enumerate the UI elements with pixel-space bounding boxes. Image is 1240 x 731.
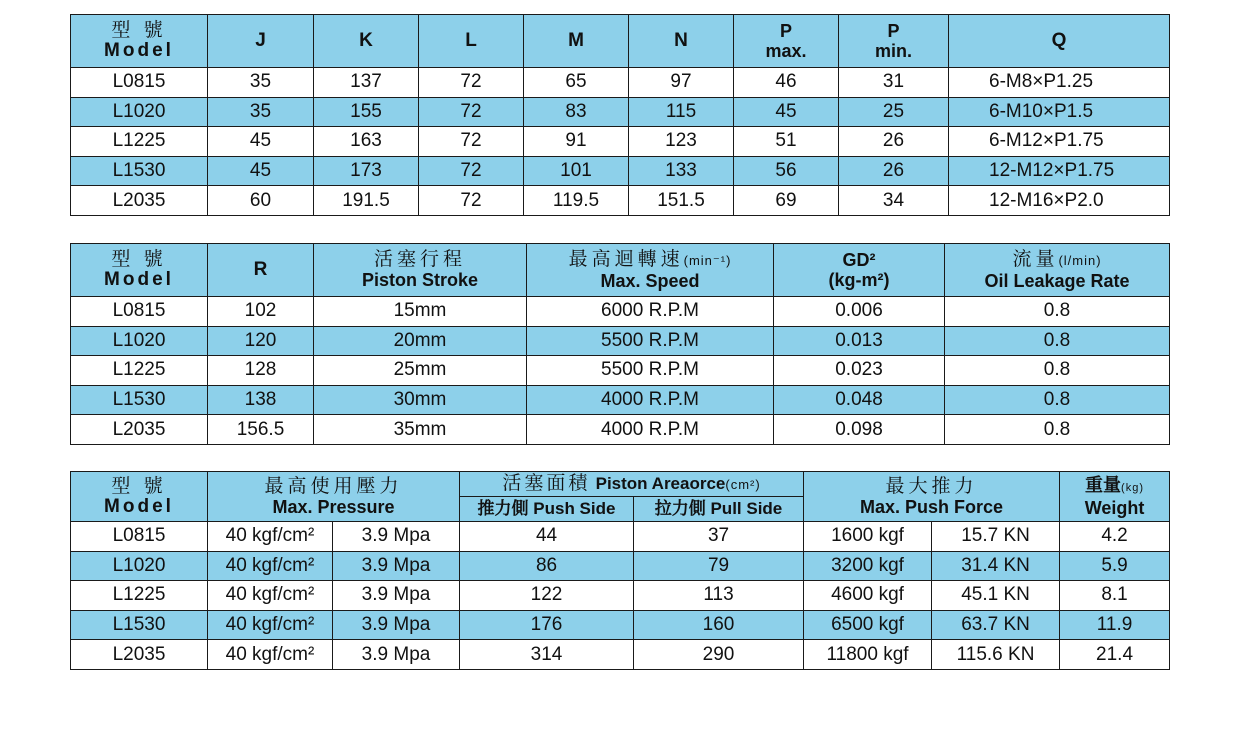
table-cell: 86 [460, 551, 634, 581]
table-cell: 12-M12×P1.75 [949, 156, 1170, 186]
table-cell: 0.006 [774, 297, 945, 327]
table-cell: 115.6 KN [932, 640, 1060, 670]
header-gd2 [774, 244, 945, 297]
table-row [71, 610, 1170, 640]
table-cell: 72 [419, 186, 524, 216]
table-cell: L2035 [71, 640, 208, 670]
header-piston-area [460, 472, 804, 497]
table-cell: 30mm [314, 385, 527, 415]
table-cell: 8.1 [1060, 581, 1170, 611]
table-cell: 26 [839, 127, 949, 157]
table-header-row [71, 472, 1170, 497]
table-row [71, 385, 1170, 415]
header-leak-unit: (l/min) [1058, 252, 1102, 268]
table-cell: 60 [208, 186, 314, 216]
table-cell: L1020 [71, 326, 208, 356]
header-gd-top: GD² [842, 250, 876, 270]
header-weight-unit: (kg) [1121, 482, 1144, 494]
header-weight-en: Weight [1084, 498, 1145, 518]
table-cell: 120 [208, 326, 314, 356]
header-oil-leakage [945, 244, 1170, 297]
header-area-en: Piston Areaorce [595, 473, 726, 493]
table-cell: 0.098 [774, 415, 945, 445]
table-row [71, 415, 1170, 445]
table-cell: L0815 [71, 522, 208, 552]
table-row [71, 297, 1170, 327]
table-body [71, 522, 1170, 670]
table-cell: 160 [634, 610, 804, 640]
header-p-min-top: P [887, 21, 900, 41]
header-area-unit: (cm²) [725, 476, 761, 492]
table-cell: L1225 [71, 356, 208, 386]
table-cell: L1020 [71, 551, 208, 581]
table-cell: 4600 kgf [804, 581, 932, 611]
force-table [70, 471, 1170, 670]
table-cell: 20mm [314, 326, 527, 356]
header-force-cn: 最大推力 [885, 475, 978, 497]
table-cell: 4000 R.P.M [527, 385, 774, 415]
table-cell: 3.9 Mpa [333, 581, 460, 611]
header-gd-bot: (kg-m²) [828, 270, 890, 290]
table-cell: 25mm [314, 356, 527, 386]
table-cell: 1600 kgf [804, 522, 932, 552]
table-cell: 12-M16×P2.0 [949, 186, 1170, 216]
table-cell: 138 [208, 385, 314, 415]
table-row [71, 97, 1170, 127]
header-q: Q [949, 15, 1170, 68]
table-cell: 35 [208, 68, 314, 98]
header-model-en: Model [104, 495, 174, 517]
table-cell: 0.013 [774, 326, 945, 356]
table-cell: 314 [460, 640, 634, 670]
table-cell: 3.9 Mpa [333, 551, 460, 581]
header-n: N [629, 15, 734, 68]
table-cell: 3.9 Mpa [333, 522, 460, 552]
table-cell: 3200 kgf [804, 551, 932, 581]
table-cell: 128 [208, 356, 314, 386]
table-cell: 45 [734, 97, 839, 127]
table-row [71, 551, 1170, 581]
header-pressure-cn: 最高使用壓力 [264, 475, 403, 497]
table-cell: 6500 kgf [804, 610, 932, 640]
table-cell: 6-M8×P1.25 [949, 68, 1170, 98]
table-cell: 11.9 [1060, 610, 1170, 640]
table-cell: 3.9 Mpa [333, 640, 460, 670]
header-model-cn: 型 號 [111, 249, 167, 270]
table-cell: 26 [839, 156, 949, 186]
table-cell: 176 [460, 610, 634, 640]
table-cell: L1225 [71, 127, 208, 157]
table-row [71, 156, 1170, 186]
table-header-row [71, 244, 1170, 297]
table-cell: 37 [634, 522, 804, 552]
header-stroke-cn: 活塞行程 [373, 249, 466, 270]
header-model-cn: 型 號 [111, 475, 167, 497]
table-cell: 72 [419, 68, 524, 98]
table-cell: 15mm [314, 297, 527, 327]
table-cell: 91 [524, 127, 629, 157]
table-cell: 0.8 [945, 385, 1170, 415]
header-r: R [208, 244, 314, 297]
table-cell: 35 [208, 97, 314, 127]
table-cell: 151.5 [629, 186, 734, 216]
table-row [71, 581, 1170, 611]
table-body [71, 68, 1170, 216]
header-speed-cn: 最高迴轉速 [568, 248, 684, 270]
header-p-max-top: P [779, 21, 792, 41]
table-cell: 115 [629, 97, 734, 127]
performance-table [70, 243, 1170, 445]
table-cell: 191.5 [314, 186, 419, 216]
header-piston-stroke [314, 244, 527, 297]
table-cell: 155 [314, 97, 419, 127]
header-pull-side: 拉力側 Pull Side [634, 497, 804, 522]
header-max-push-force [804, 472, 1060, 522]
header-model-en: Model [104, 269, 174, 290]
table-cell: 101 [524, 156, 629, 186]
table-cell: L1530 [71, 385, 208, 415]
table-cell: 119.5 [524, 186, 629, 216]
table-cell: 72 [419, 97, 524, 127]
table-cell: 35mm [314, 415, 527, 445]
table-cell: L1020 [71, 97, 208, 127]
table-cell: L0815 [71, 68, 208, 98]
table-cell: 46 [734, 68, 839, 98]
header-model [71, 472, 208, 522]
header-p-max-bot: max. [765, 41, 807, 61]
table-cell: 5500 R.P.M [527, 326, 774, 356]
table-cell: L1225 [71, 581, 208, 611]
header-j: J [208, 15, 314, 68]
table-cell: 31.4 KN [932, 551, 1060, 581]
table-cell: 122 [460, 581, 634, 611]
table-row [71, 127, 1170, 157]
table-cell: 83 [524, 97, 629, 127]
table-cell: 113 [634, 581, 804, 611]
header-model [71, 15, 208, 68]
table-cell: 4000 R.P.M [527, 415, 774, 445]
table-cell: 56 [734, 156, 839, 186]
table-cell: 72 [419, 156, 524, 186]
table-row [71, 68, 1170, 98]
table-cell: 69 [734, 186, 839, 216]
header-max-speed [527, 244, 774, 297]
header-speed-unit: (min⁻¹) [683, 252, 732, 268]
table-cell: 0.048 [774, 385, 945, 415]
header-pressure-en: Max. Pressure [272, 496, 395, 517]
table-cell: 44 [460, 522, 634, 552]
table-body [71, 297, 1170, 445]
table-cell: 4.2 [1060, 522, 1170, 552]
header-speed-en: Max. Speed [600, 270, 700, 291]
table-cell: L2035 [71, 415, 208, 445]
header-model-en: Model [104, 40, 174, 61]
header-m: M [524, 15, 629, 68]
table-cell: 40 kgf/cm² [208, 581, 333, 611]
table-cell: 79 [634, 551, 804, 581]
table-cell: 21.4 [1060, 640, 1170, 670]
table-cell: 40 kgf/cm² [208, 522, 333, 552]
table-cell: 34 [839, 186, 949, 216]
header-p-min [839, 15, 949, 68]
table-cell: 163 [314, 127, 419, 157]
header-max-pressure [208, 472, 460, 522]
table-cell: 15.7 KN [932, 522, 1060, 552]
table-row [71, 356, 1170, 386]
header-leak-cn: 流量 [1012, 248, 1059, 270]
table-cell: 31 [839, 68, 949, 98]
table-row [71, 522, 1170, 552]
table-cell: 63.7 KN [932, 610, 1060, 640]
table-cell: 40 kgf/cm² [208, 551, 333, 581]
table-row [71, 640, 1170, 670]
table-cell: 102 [208, 297, 314, 327]
table-cell: 3.9 Mpa [333, 610, 460, 640]
table-cell: 0.8 [945, 356, 1170, 386]
table-cell: 6000 R.P.M [527, 297, 774, 327]
table-cell: 40 kgf/cm² [208, 640, 333, 670]
table-cell: 173 [314, 156, 419, 186]
table-cell: 5500 R.P.M [527, 356, 774, 386]
table-cell: 0.8 [945, 326, 1170, 356]
table-cell: 11800 kgf [804, 640, 932, 670]
table-cell: 0.8 [945, 415, 1170, 445]
header-area-cn: 活塞面積 [502, 472, 591, 494]
table-cell: 72 [419, 127, 524, 157]
table-cell: 5.9 [1060, 551, 1170, 581]
header-l: L [419, 15, 524, 68]
header-leak-en: Oil Leakage Rate [984, 270, 1130, 291]
table-cell: 45 [208, 156, 314, 186]
table-cell: 6-M12×P1.75 [949, 127, 1170, 157]
header-model-cn: 型 號 [111, 20, 167, 41]
table-cell: 0.023 [774, 356, 945, 386]
table-cell: 45.1 KN [932, 581, 1060, 611]
table-cell: 97 [629, 68, 734, 98]
table-cell: 290 [634, 640, 804, 670]
table-cell: 123 [629, 127, 734, 157]
table-row [71, 186, 1170, 216]
header-k: K [314, 15, 419, 68]
table-cell: 25 [839, 97, 949, 127]
table-cell: 137 [314, 68, 419, 98]
table-cell: 45 [208, 127, 314, 157]
dimensions-table [70, 14, 1170, 216]
header-p-min-bot: min. [874, 41, 912, 61]
table-cell: 65 [524, 68, 629, 98]
header-force-en: Max. Push Force [860, 496, 1004, 517]
header-push-side: 推力側 Push Side [460, 497, 634, 522]
table-cell: 6-M10×P1.5 [949, 97, 1170, 127]
header-weight-cn: 重量 [1085, 475, 1122, 495]
table-cell: L2035 [71, 186, 208, 216]
table-cell: L0815 [71, 297, 208, 327]
table-cell: 0.8 [945, 297, 1170, 327]
table-cell: 51 [734, 127, 839, 157]
header-p-max [734, 15, 839, 68]
table-cell: 133 [629, 156, 734, 186]
table-cell: 156.5 [208, 415, 314, 445]
header-stroke-en: Piston Stroke [361, 270, 479, 290]
table-cell: L1530 [71, 156, 208, 186]
table-cell: L1530 [71, 610, 208, 640]
header-weight [1060, 472, 1170, 522]
header-model [71, 244, 208, 297]
table-row [71, 326, 1170, 356]
table-header-row [71, 15, 1170, 68]
table-cell: 40 kgf/cm² [208, 610, 333, 640]
